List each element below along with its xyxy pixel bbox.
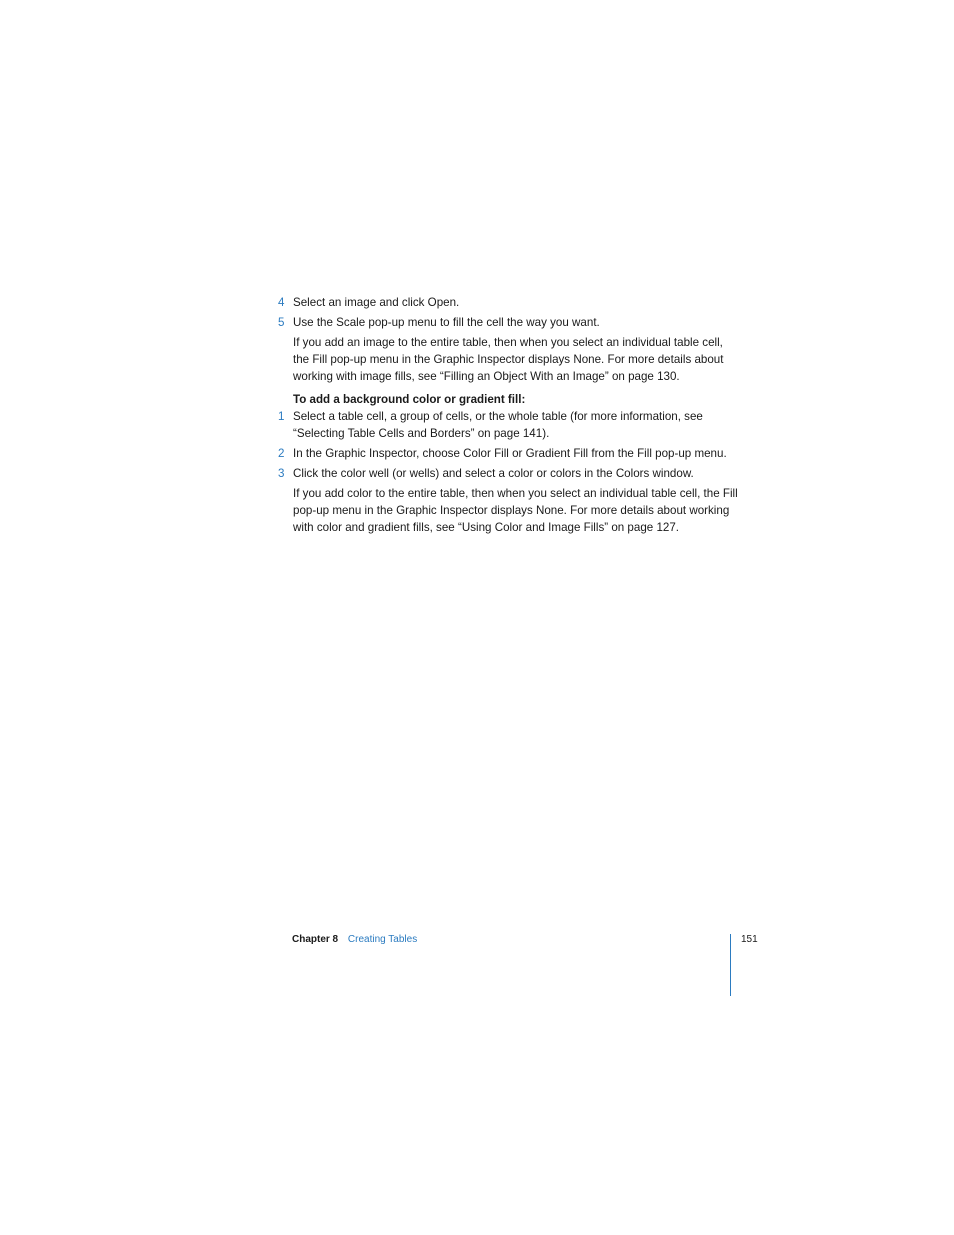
step-text: In the Graphic Inspector, choose Color Fill or Gradient Fill from the Fill pop-up menu. [293,447,727,460]
step-number: 4 [278,296,285,309]
step-1 [278,408,738,442]
step-number: 2 [278,447,285,460]
step-text: Select an image and click Open. [293,296,460,309]
step-5 [278,314,738,331]
color-fill-note: If you add color to the entire table, then when you select an individual table cell, the Fill pop-up menu in the Graphic Inspector displays None. For more details about working with color and gradient fills, see “Using Color and Image Fills” on page 127. [293,487,738,534]
page-number: 151 [741,934,758,945]
chapter-label: Chapter 8 [292,934,339,945]
step-number: 3 [278,467,285,480]
section-heading: To add a background color or gradient fill: [293,393,526,406]
page-content [278,294,738,542]
step-text: Select a table cell, a group of cells, or the whole table (for more information, see “Selecting Table Cells and Borders” on page 141). [293,410,703,440]
step-3 [278,465,738,482]
step-text: Use the Scale pop-up menu to fill the cell the way you want. [293,316,600,329]
step-text: Click the color well (or wells) and select a color or colors in the Colors window. [293,467,694,480]
step-2 [278,445,738,462]
image-fill-note: If you add an image to the entire table, then when you select an individual table cell, the Fill pop-up menu in the Graphic Inspector displays None. For more details about working with image fills, see “Filling an Object With an Image” on page 130. [293,336,724,383]
step-number: 5 [278,316,285,329]
page-footer [292,932,417,948]
step-number: 1 [278,410,285,423]
footer-divider [730,934,731,996]
chapter-title-link[interactable]: Creating Tables [347,934,418,945]
step-4 [278,294,738,311]
